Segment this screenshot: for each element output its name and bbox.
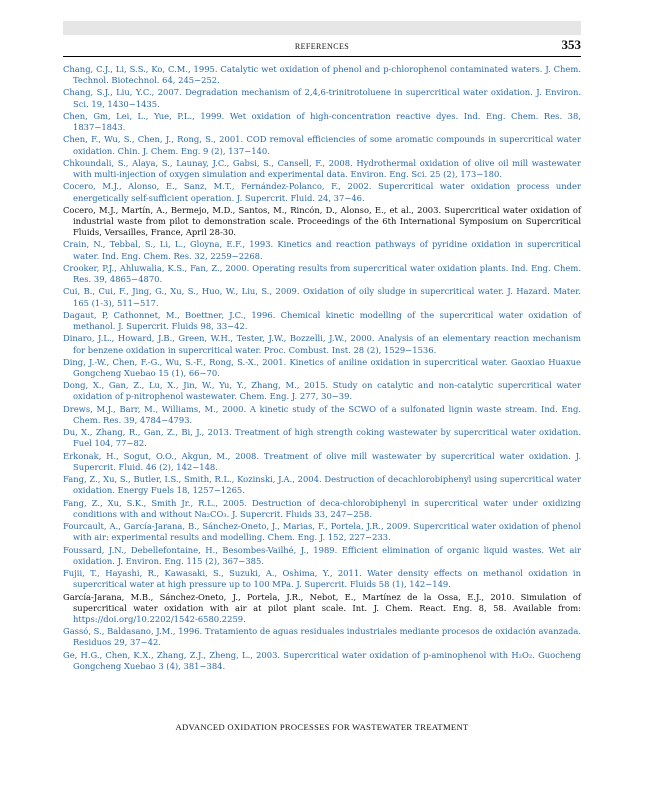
reference-text: Foussard, J.N., Debellefontaine, H., Besombes-Vailhé, J., 1989. Efficient elimination of organic liquid wastes. Wet air oxidation. J. Environ. Eng. 115 (2), 367−385. bbox=[63, 544, 581, 566]
reference-text: Gassó, S., Baldasano, J.M., 1996. Tratamiento de aguas residuales industriales mediante procesos de oxidación avanzada. Residuos 29, 37−42. bbox=[63, 626, 582, 648]
reference-text: Fang, Z., Xu, S., Butler, I.S., Smith, R.L., Kozinski, J.A., 2004. Destruction of decachlorobiphenyl using supercritical water oxidation. Energy Fuels 18, 1257−1265. bbox=[63, 474, 581, 496]
reference-text: Ge, H.G., Chen, K.X., Zhang, Z.J., Zheng, L., 2003. Supercritical water oxidation of p-aminophenol with H₂O₂. Guocheng Gongcheng Xuebao 3 (4), 381−384. bbox=[63, 649, 581, 671]
running-head bbox=[63, 38, 581, 57]
reference-text: Chkoundali, S., Alaya, S., Launay, J.C., Gabsi, S., Cansell, F., 2008. Hydrothermal oxidation of olive oil mill wastewater with multi-injection of oxygen simulation and experimental data. Environ. Eng. Sci. 25 (2), 173−180. bbox=[63, 157, 581, 180]
reference-text: Fourcault, A., García-Jarana, B., Sánchez-Oneto, J., Marias, F., Portela, J.R., 2009. Supercritical water oxidation of phenol with air: experimental results and modelling. Chem. Eng. J. 152, 227−233. bbox=[63, 521, 581, 543]
reference-text: Cocero, M.J., Alonso, E., Sanz, M.T., Fernández-Polanco, F., 2002. Supercritical water oxidation process under energetically self-sufficient operation. J. Supercrit. Fluid. 24, 37−46. bbox=[63, 181, 581, 203]
reference-text: Chang, C.J., Li, S.S., Ko, C.M., 1995. Catalytic wet oxidation of phenol and p-chlorophenol contaminated waters. J. Chem. Technol. Biotechnol. 64, 245−252. bbox=[63, 64, 581, 86]
reference-entry[interactable] bbox=[63, 650, 581, 672]
reference-text: Chen, Gm, Lei, L., Yue, P.L., 1999. Wet oxidation of high-concentration reactive dyes. Ind. Eng. Chem. Res. 38, 1837−1843. bbox=[63, 110, 581, 133]
reference-entry[interactable] bbox=[63, 380, 581, 402]
reference-text: Crain, N., Tebbal, S., Li, L., Gloyna, E.F., 1993. Kinetics and reaction pathways of pyridine oxidation in supercritical water. Ind. Eng. Chem. Res. 32, 2259−2268. bbox=[63, 239, 581, 261]
reference-entry[interactable] bbox=[63, 521, 581, 543]
reference-text: Drews, M.J., Barr, M., Williams, M., 2000. A kinetic study of the SCWO of a sulfonated lignin waste stream. Ind. Eng. Chem. Res. 39, 4784−4793. bbox=[63, 403, 581, 425]
reference-text: Crooker, P.J., Ahluwalia, K.S., Fan, Z., 2000. Operating results from supercritical water oxidation plants. Ind. Eng. Chem. Res. 39, 4865−4870. bbox=[63, 262, 581, 285]
reference-text: Ding, J.-W., Chen, F.-G., Wu, S.-F., Rong, S.-X., 2001. Kinetics of aniline oxidation in supercritical water. Gaoxiao Huaxue Gongcheng Xuebao 15 (1), 66−70. bbox=[63, 356, 581, 378]
reference-text: Du, X., Zhang, R., Gan, Z., Bi, J., 2013. Treatment of high strength coking wastewater by supercritical water oxidation. Fuel 104, 77−82. bbox=[63, 427, 581, 449]
reference-text: Cocero, M.J., Martín, A., Bermejo, M.D., Santos, M., Rincón, D., Alonso, E., et al., 2003. Supercritical water oxidation of industrial waste from pilot to demonstration scale. Proceedings of the 6th International Symposium on Supercritical Fluids, Versailles, France, April 28-30. bbox=[63, 204, 581, 238]
reference-entry[interactable] bbox=[63, 87, 581, 109]
reference-list bbox=[63, 64, 581, 673]
reference-entry[interactable] bbox=[63, 64, 581, 86]
reference-entry[interactable] bbox=[63, 111, 581, 133]
page-number: 353 bbox=[561, 37, 581, 52]
reference-entry[interactable] bbox=[63, 404, 581, 426]
reference-text: Dinaro, J.L., Howard, J.B., Green, W.H., Tester, J.W., Bozzelli, J.W., 2000. Analysis of an elementary reaction mechanism for benzene oxidation in supercritical water. Proc. Combust. Inst. 28 (2), 1529−1536. bbox=[63, 333, 581, 355]
reference-entry[interactable] bbox=[63, 239, 581, 261]
reference-entry[interactable] bbox=[63, 498, 581, 520]
running-head-title: REFERENCES bbox=[294, 42, 350, 51]
reference-entry[interactable] bbox=[63, 451, 581, 473]
reference-entry[interactable] bbox=[63, 263, 581, 285]
doi-link[interactable]: https://doi.org/10.2202/1542-6580.2259. bbox=[73, 613, 246, 624]
reference-text: Dagaut, P, Cathonnet, M., Boettner, J.C., 1996. Chemical kinetic modelling of the supercritical water oxidation of methanol. J. Supercrit. Fluids 98, 33−42. bbox=[63, 309, 581, 332]
reference-entry[interactable] bbox=[63, 158, 581, 180]
reference-entry[interactable] bbox=[63, 626, 581, 648]
reference-entry[interactable] bbox=[63, 286, 581, 308]
reference-entry[interactable] bbox=[63, 205, 581, 238]
footer-book-title: ADVANCED OXIDATION PROCESSES FOR WASTEWATER TREATMENT bbox=[175, 722, 469, 732]
reference-text: Fang, Z., Xu, S.K., Smith Jr., R.L., 2005. Destruction of deca-chlorobiphenyl in supercritical water under oxidizing conditions with and without Na₂CO₃. J. Supercrit. Fluids 33, 247−258. bbox=[63, 497, 581, 519]
reference-entry[interactable] bbox=[63, 310, 581, 332]
reference-entry[interactable] bbox=[63, 568, 581, 590]
reference-entry[interactable] bbox=[63, 474, 581, 496]
reference-text: Chen, F., Wu, S., Chen, J., Rong, S., 2001. COD removal efficiencies of some aromatic compounds in supercritical water oxidation. Chin. J. Chem. Eng. 9 (2), 137−140. bbox=[63, 134, 581, 156]
reference-text: Chang, S.J., Liu, Y.C., 2007. Degradation mechanism of 2,4,6-trinitrotoluene in supercritical water oxidation. J. Environ. Sci. 19, 1430−1435. bbox=[63, 87, 581, 109]
reference-text: García-Jarana, M.B., Sánchez-Oneto, J., Portela, J.R., Nebot, E., Martínez de la Ossa, E.J., 2010. Simulation of supercritical water oxidation with air at pilot plant scale. Int. J. Chem. React. Eng. 8, 58. Available from: bbox=[63, 591, 581, 613]
reference-entry[interactable] bbox=[63, 134, 581, 156]
reference-text: Fujii, T., Hayashi, R., Kawasaki, S., Suzuki, A., Oshima, Y., 2011. Water density effects on methanol oxidation in supercritical water at high pressure up to 100 MPa. J. Supercrit. Fluids 58 (1), 142−149. bbox=[63, 568, 581, 590]
reference-text: Dong, X., Gan, Z., Lu, X., Jin, W., Yu, Y., Zhang, M., 2015. Study on catalytic and non-catalytic supercritical water oxidation of p-nitrophenol wastewater. Chem. Eng. J. 277, 30−39. bbox=[63, 380, 581, 402]
reference-text: Erkonak, H., Sogut, O.O., Akgun, M., 2008. Treatment of olive mill wastewater by supercritical water oxidation. J. Supercrit. Fluid. 46 (2), 142−148. bbox=[63, 450, 581, 472]
reference-entry[interactable] bbox=[63, 357, 581, 379]
reference-entry[interactable] bbox=[63, 545, 581, 567]
reference-text: Cui, B., Cui, F., Jing, G., Xu, S., Huo, W., Liu, S., 2009. Oxidation of oily sludge in supercritical water. J. Hazard. Mater. 165 (1-3), 511−517. bbox=[63, 286, 581, 308]
reference-entry[interactable] bbox=[63, 592, 581, 625]
reference-entry[interactable] bbox=[63, 333, 581, 355]
reference-entry[interactable] bbox=[63, 427, 581, 449]
header-band bbox=[63, 21, 581, 35]
reference-entry[interactable] bbox=[63, 181, 581, 203]
